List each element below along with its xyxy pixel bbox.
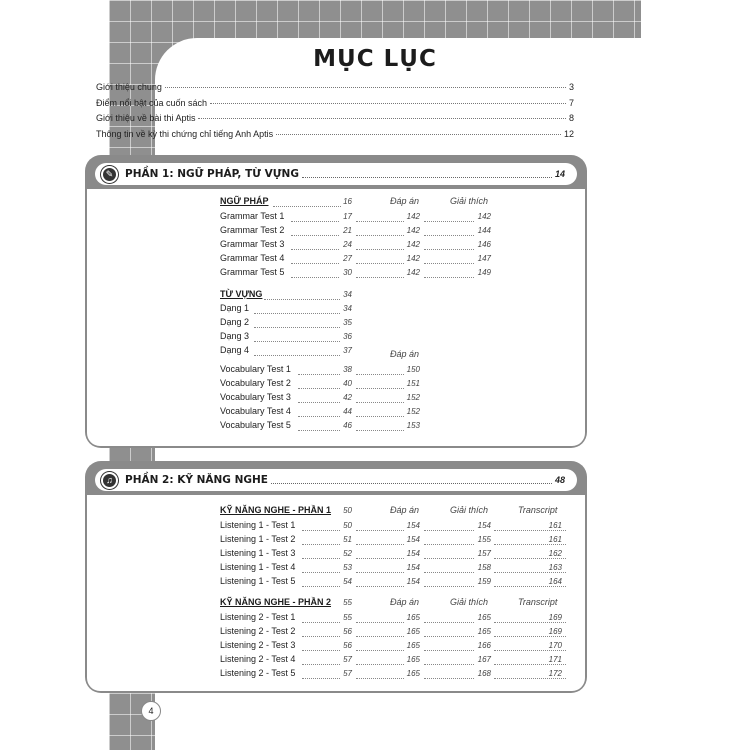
row-explain: 168 [477,669,491,678]
leader-dots [424,636,474,637]
type-label: Dạng 4 [220,345,250,355]
col-transcript-header: Transcript [518,597,558,607]
part2-header[interactable] [95,469,577,491]
leader-dots [356,277,404,278]
row-label: Vocabulary Test 4 [220,406,291,416]
row-explain: 167 [477,655,491,664]
row-answer: 154 [406,521,420,530]
leader-dots [291,221,339,222]
intro-list [96,82,574,144]
row-label: Listening 2 - Test 4 [220,654,296,664]
row-answer: 142 [406,254,420,263]
headphones-icon: ♫ [101,472,118,489]
intro-row[interactable] [96,98,574,114]
leader-dots [424,263,474,264]
row-explain: 147 [477,254,491,263]
type-label: Dạng 2 [220,317,250,327]
row-transcript: 169 [548,627,562,636]
leader-dots [356,650,404,651]
leader-dots [356,388,404,389]
row-label: Listening 1 - Test 5 [220,576,296,586]
leader-dots [494,622,566,623]
row-page: 55 [343,613,352,622]
leader-dots [424,664,474,665]
row-page: 53 [343,563,352,572]
leader-dots [298,388,340,389]
leader-dots [302,622,340,623]
leader-dots [424,678,474,679]
col-explain-header: Giải thích [450,505,489,515]
row-explain: 165 [477,613,491,622]
leader-dots [494,636,566,637]
type-page: 36 [343,332,352,341]
col-answer-header: Đáp án [390,349,420,359]
leader-dots [291,249,339,250]
row-label: Vocabulary Test 3 [220,392,291,402]
leader-dots [356,221,404,222]
listening2-heading[interactable]: KỸ NĂNG NGHE - PHẦN 2 [220,597,332,607]
intro-row[interactable] [96,113,574,129]
leader-dots [494,664,566,665]
row-page: 38 [343,365,352,374]
leader-dots [276,134,561,135]
row-answer: 152 [406,407,420,416]
leader-dots [273,206,341,207]
type-page: 34 [343,304,352,313]
row-label: Listening 2 - Test 2 [220,626,296,636]
leader-dots [254,341,340,342]
row-page: 42 [343,393,352,402]
row-label: Listening 2 - Test 1 [220,612,296,622]
leader-dots [198,118,566,119]
leader-dots [291,235,339,236]
leader-dots [302,636,340,637]
part1-header[interactable] [95,163,577,185]
leader-dots [302,544,340,545]
leader-dots [254,355,340,356]
leader-dots [424,586,474,587]
leader-dots [291,263,339,264]
row-answer: 154 [406,535,420,544]
row-answer: 154 [406,563,420,572]
leader-dots [356,263,404,264]
part2-page: 48 [554,475,565,485]
leader-dots [424,558,474,559]
row-explain: 157 [477,549,491,558]
leader-dots [298,430,340,431]
leader-dots [302,650,340,651]
leader-dots [302,678,340,679]
row-answer: 165 [406,669,420,678]
type-label: Dạng 3 [220,331,250,341]
leader-dots [424,221,474,222]
row-page: 21 [343,226,352,235]
leader-dots [210,103,566,104]
leader-dots [302,586,340,587]
leader-dots [298,416,340,417]
leader-dots [264,299,340,300]
row-explain: 142 [477,212,491,221]
leader-dots [356,572,404,573]
row-label: Listening 1 - Test 2 [220,534,296,544]
part1-title: PHẦN 1: NGỮ PHÁP, TỪ VỰNG [125,168,299,180]
leader-dots [356,558,404,559]
leader-dots [424,235,474,236]
row-page: 24 [343,240,352,249]
leader-dots [356,586,404,587]
leader-dots [494,678,566,679]
leader-dots [356,402,404,403]
row-explain: 158 [477,563,491,572]
row-explain: 149 [477,268,491,277]
leader-dots [424,650,474,651]
row-answer: 152 [406,393,420,402]
row-explain: 154 [477,521,491,530]
leader-dots [494,530,566,531]
row-page: 56 [343,627,352,636]
row-page: 40 [343,379,352,388]
row-label: Grammar Test 5 [220,267,285,277]
row-transcript: 161 [548,535,562,544]
leader-dots [424,277,474,278]
listening2-page: 55 [343,598,352,607]
row-page: 46 [343,421,352,430]
row-label: Listening 2 - Test 3 [220,640,296,650]
row-label: Listening 1 - Test 1 [220,520,296,530]
intro-page: 3 [568,82,574,92]
leader-dots [356,374,404,375]
row-page: 44 [343,407,352,416]
leader-dots [494,572,566,573]
row-answer: 142 [406,240,420,249]
row-explain: 155 [477,535,491,544]
leader-dots [356,622,404,623]
intro-label: Thông tin về kỳ thi chứng chỉ tiếng Anh Aptis [96,128,274,139]
row-page: 30 [343,268,352,277]
part1-page: 14 [554,169,565,179]
row-page: 52 [343,549,352,558]
leader-dots [356,530,404,531]
leader-dots [494,544,566,545]
col-answer-header: Đáp án [390,597,420,607]
book-icon: ✎ [101,166,118,183]
vocab-page: 34 [343,290,352,299]
row-page: 27 [343,254,352,263]
col-answer-header: Đáp án [390,196,420,206]
leader-dots [356,235,404,236]
row-transcript: 170 [548,641,562,650]
type-label: Dạng 1 [220,303,250,313]
row-explain: 144 [477,226,491,235]
row-label: Listening 1 - Test 3 [220,548,296,558]
leader-dots [424,572,474,573]
leader-dots [424,622,474,623]
row-page: 51 [343,535,352,544]
row-answer: 150 [406,365,420,374]
row-label: Vocabulary Test 1 [220,364,291,374]
row-explain: 165 [477,627,491,636]
intro-row[interactable] [96,82,574,98]
row-transcript: 164 [548,577,562,586]
leader-dots [302,558,340,559]
intro-row[interactable] [96,129,574,145]
row-page: 56 [343,641,352,650]
leader-dots [494,650,566,651]
leader-dots [494,586,566,587]
row-transcript: 161 [548,521,562,530]
leader-dots [302,664,340,665]
row-transcript: 172 [548,669,562,678]
row-transcript: 169 [548,613,562,622]
leader-dots [356,678,404,679]
leader-dots [356,636,404,637]
col-explain-header: Giải thích [450,597,489,607]
row-answer: 151 [406,379,420,388]
row-explain: 166 [477,641,491,650]
leader-dots [165,87,566,88]
col-explain-header: Giải thích [450,196,489,206]
row-answer: 142 [406,226,420,235]
leader-dots [356,544,404,545]
leader-dots [424,530,474,531]
leader-dots [356,664,404,665]
row-answer: 142 [406,268,420,277]
row-label: Grammar Test 4 [220,253,285,263]
leader-dots [298,374,340,375]
type-page: 37 [343,346,352,355]
row-answer: 165 [406,627,420,636]
row-answer: 165 [406,641,420,650]
row-label: Grammar Test 2 [220,225,285,235]
leader-dots [271,483,552,484]
row-label: Vocabulary Test 2 [220,378,291,388]
row-answer: 142 [406,212,420,221]
leader-dots [302,572,340,573]
row-transcript: 162 [548,549,562,558]
row-transcript: 163 [548,563,562,572]
leader-dots [254,313,340,314]
row-label: Listening 2 - Test 5 [220,668,296,678]
row-transcript: 171 [548,655,562,664]
intro-page: 8 [568,113,574,123]
listening1-heading[interactable]: KỸ NĂNG NGHE - PHẦN 1 [220,505,332,515]
row-explain: 146 [477,240,491,249]
leader-dots [302,530,340,531]
row-label: Grammar Test 3 [220,239,285,249]
leader-dots [298,402,340,403]
leader-dots [356,249,404,250]
intro-label: Giới thiệu chung [96,82,162,92]
row-page: 57 [343,669,352,678]
row-answer: 165 [406,613,420,622]
leader-dots [424,544,474,545]
listening1-page: 50 [343,506,352,515]
type-page: 35 [343,318,352,327]
row-answer: 154 [406,577,420,586]
intro-page: 12 [563,128,574,139]
row-page: 57 [343,655,352,664]
row-explain: 159 [477,577,491,586]
row-page: 17 [343,212,352,221]
row-answer: 165 [406,655,420,664]
part2-title: PHẦN 2: KỸ NĂNG NGHE [125,474,268,486]
grammar-page: 16 [343,197,352,206]
row-label: Grammar Test 1 [220,211,285,221]
row-answer: 153 [406,421,420,430]
page-title: MỤC LỤC [313,46,437,72]
row-page: 50 [343,521,352,530]
leader-dots [291,277,339,278]
vocab-heading[interactable]: TỪ VỰNG [220,289,263,299]
grammar-heading[interactable]: NGỮ PHÁP [220,196,269,206]
leader-dots [302,177,552,178]
row-answer: 154 [406,549,420,558]
intro-page: 7 [568,97,574,108]
leader-dots [424,249,474,250]
col-answer-header: Đáp án [390,505,420,515]
leader-dots [254,327,340,328]
leader-dots [356,416,404,417]
leader-dots [494,558,566,559]
intro-label: Điểm nổi bật của cuốn sách [96,97,208,108]
row-label: Listening 1 - Test 4 [220,562,296,572]
col-transcript-header: Transcript [518,505,558,515]
row-page: 54 [343,577,352,586]
row-label: Vocabulary Test 5 [220,420,291,430]
page-number: 4 [141,701,161,721]
leader-dots [356,430,404,431]
intro-label: Giới thiệu về bài thi Aptis [96,113,196,123]
